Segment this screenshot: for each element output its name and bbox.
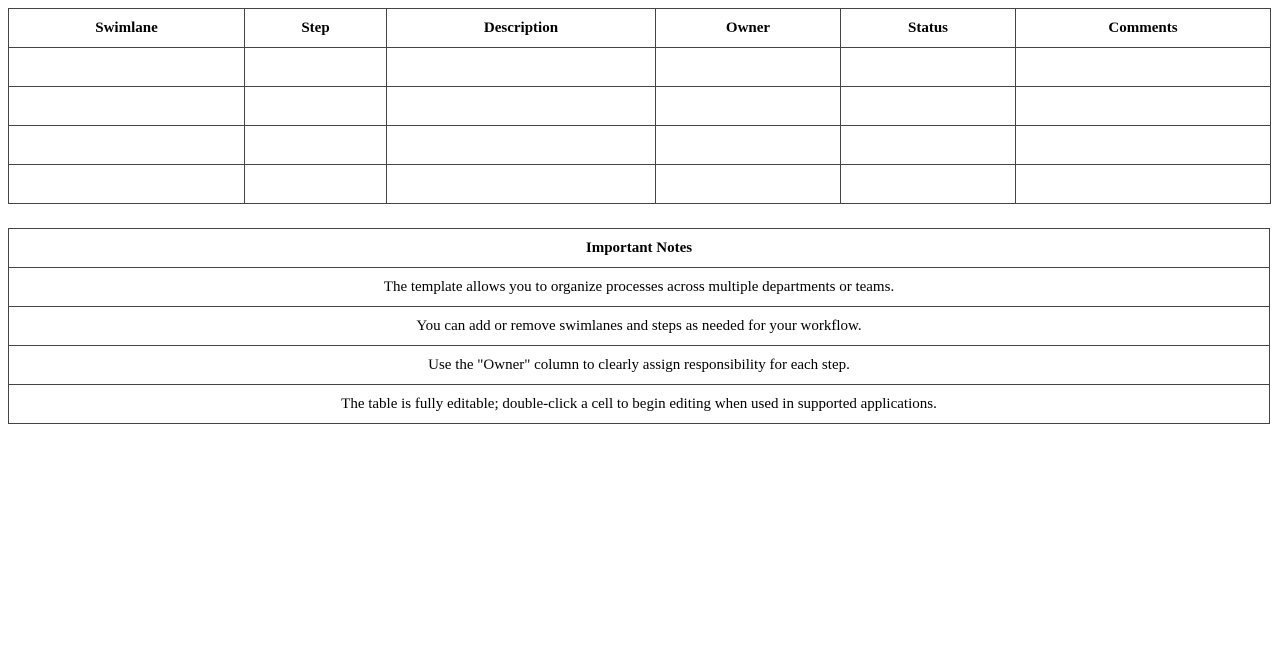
note-row <box>9 385 1270 424</box>
column-header-owner: Owner <box>656 9 841 48</box>
swimlane-cell[interactable] <box>9 165 245 204</box>
comments-cell[interactable] <box>1016 165 1271 204</box>
column-header-comments: Comments <box>1016 9 1271 48</box>
note-text: You can add or remove swimlanes and steps as needed for your workflow. <box>9 307 1270 346</box>
status-cell[interactable] <box>841 126 1016 165</box>
column-header-step: Step <box>245 9 387 48</box>
status-cell[interactable] <box>841 165 1016 204</box>
status-cell[interactable] <box>841 48 1016 87</box>
comments-cell[interactable] <box>1016 48 1271 87</box>
status-cell[interactable] <box>841 87 1016 126</box>
process-table-header-row <box>9 9 1271 48</box>
table-row <box>9 87 1271 126</box>
note-row <box>9 307 1270 346</box>
note-text: The table is fully editable; double-click a cell to begin editing when used in supported applications. <box>9 385 1270 424</box>
notes-title: Important Notes <box>9 229 1270 268</box>
column-header-description: Description <box>387 9 656 48</box>
owner-cell[interactable] <box>656 165 841 204</box>
step-cell[interactable] <box>245 126 387 165</box>
note-text: Use the "Owner" column to clearly assign responsibility for each step. <box>9 346 1270 385</box>
column-header-swimlane: Swimlane <box>9 9 245 48</box>
owner-cell[interactable] <box>656 87 841 126</box>
note-row <box>9 268 1270 307</box>
table-row <box>9 48 1271 87</box>
comments-cell[interactable] <box>1016 87 1271 126</box>
owner-cell[interactable] <box>656 126 841 165</box>
description-cell[interactable] <box>387 48 656 87</box>
description-cell[interactable] <box>387 126 656 165</box>
column-header-status: Status <box>841 9 1016 48</box>
notes-table <box>8 228 1270 424</box>
step-cell[interactable] <box>245 87 387 126</box>
step-cell[interactable] <box>245 48 387 87</box>
swimlane-cell[interactable] <box>9 87 245 126</box>
description-cell[interactable] <box>387 87 656 126</box>
owner-cell[interactable] <box>656 48 841 87</box>
note-text: The template allows you to organize processes across multiple departments or teams. <box>9 268 1270 307</box>
comments-cell[interactable] <box>1016 126 1271 165</box>
process-table <box>8 8 1271 204</box>
swimlane-cell[interactable] <box>9 48 245 87</box>
step-cell[interactable] <box>245 165 387 204</box>
note-row <box>9 346 1270 385</box>
table-row <box>9 165 1271 204</box>
table-row <box>9 126 1271 165</box>
swimlane-cell[interactable] <box>9 126 245 165</box>
description-cell[interactable] <box>387 165 656 204</box>
notes-header-row <box>9 229 1270 268</box>
